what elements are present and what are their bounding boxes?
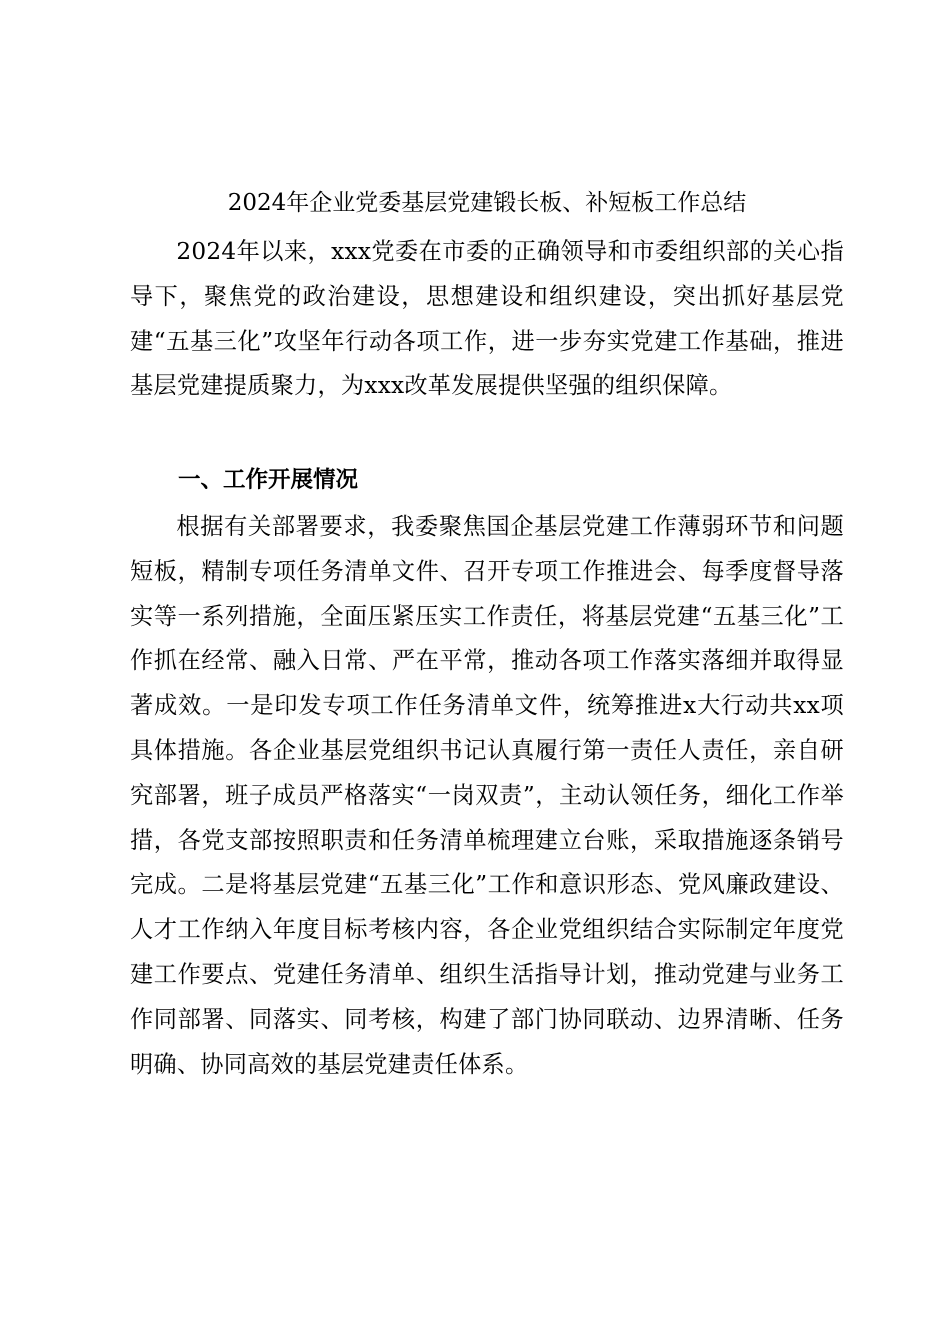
document-title: 2024年企业党委基层党建锻长板、补短板工作总结 [227,190,747,216]
intro-paragraph: 2024年以来，xxx党委在市委的正确领导和市委组织部的关心指导下，聚焦党的政治建设，思想建设和组织建设，突出抓好基层党建“五基三化”攻坚年行动各项工作，进一步夯实党建工作基础，推进基层党建提质聚力，为xxx改革发展提供坚强的组织保障。 [130,238,844,400]
section-body-paragraph: 根据有关部署要求，我委聚焦国企基层党建工作薄弱环节和问题短板，精制专项任务清单文件、召开专项工作推进会、每季度督导落实等一系列措施，全面压紧压实工作责任，将基层党建“五基三化”工作抓在经常、融入日常、严在平常，推动各项工作落实落细并取得显著成效。一是印发专项工作任务清单文件，统筹推进x大行动共xx项具体措施。各企业基层党组织书记认真履行第一责任人责任，亲自研究部署，班子成员严格落实“一岗双责”，主动认领任务，细化工作举措，各党支部按照职责和任务清单梳理建立台账，采取措施逐条销号完成。二是将基层党建“五基三化”工作和意识形态、党风廉政建设、人才工作纳入年度目标考核内容，各企业党组织结合实际制定年度党建工作要点、党建任务清单、组织生活指导计划，推动党建与业务工作同部署、同落实、同考核，构建了部门协同联动、边界清晰、任务明确、协同高效的基层党建责任体系。 [130,513,844,1078]
section-heading: 一、工作开展情况 [178,467,359,493]
